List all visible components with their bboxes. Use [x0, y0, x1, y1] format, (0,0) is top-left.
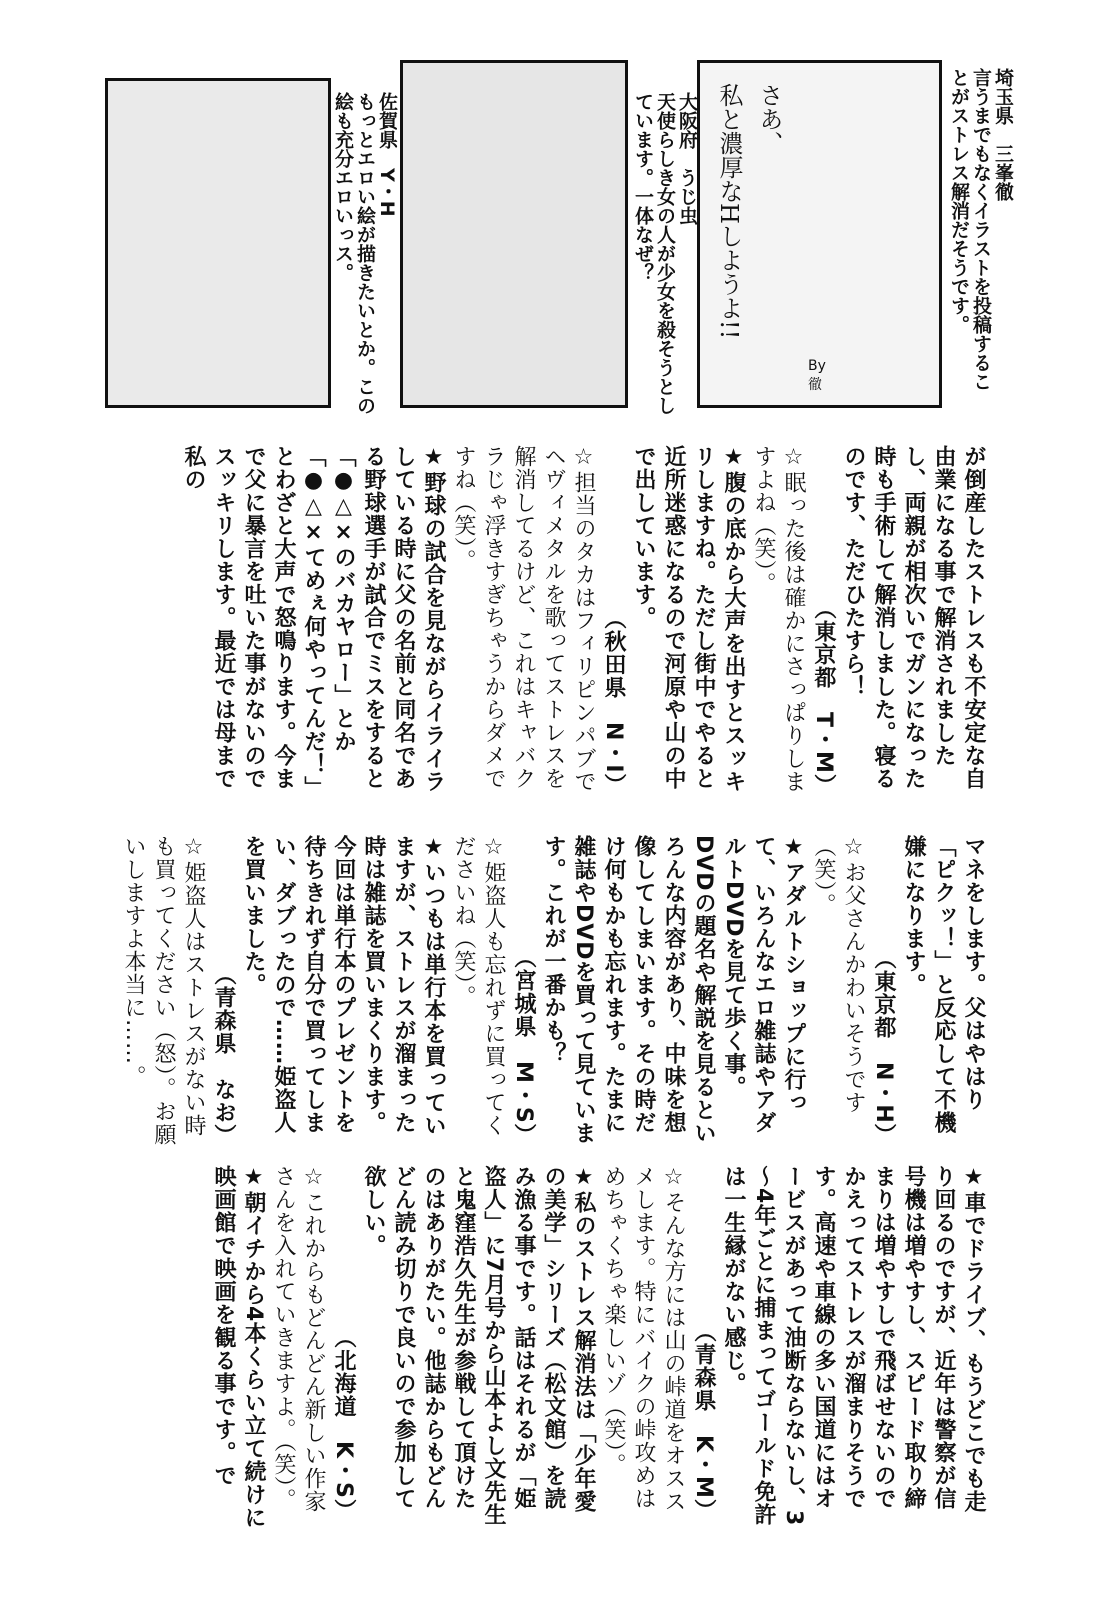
letter-author: （青森県 なお） [211, 963, 236, 1147]
letter-text: が倒産したストレスも不安定な自由業になる事で解消されましたし、両親が相次いでガンになった時も手術して解消しました。寝るのです、ただひたすら！ [841, 445, 986, 790]
illustration-saitama [697, 60, 942, 408]
letters-band-3 [208, 1165, 988, 1530]
speech-line: さあ、 [755, 83, 783, 155]
editor-reply: ☆これからもどんどん新しい作家さんを入れていきますよ。（笑）。 [271, 1165, 326, 1513]
letter-text: ★アダルトショップに行って、いろんなエロ雑誌やアダルトDVDを見て歩く事。DVDの題名や解説を見るといろんな内容があり、中味を想像してしまいます。その時だけ何もかも忘れます。たまに雑誌やDVDを買って見ています。これが一番かも？ [541, 835, 806, 1145]
caption-comment: 言うまでもなくイラストを投稿することがストレス解消だそうです。 [948, 68, 992, 391]
letter-author: （北海道 K・S） [331, 1326, 356, 1522]
letter-author: （秋田県 N・I） [601, 607, 626, 797]
speech-line: 私と濃厚なHしようよ!! [715, 83, 743, 340]
editor-reply: ☆お父さんかわいそうです（笑）。 [811, 835, 866, 1114]
caption-osaka [632, 92, 698, 432]
editor-reply: ☆担当のタカはフィリピンパブでヘヴィメタルを歌ってストレスを解消してるけど、これはキャバクラじゃ浮きすぎちゃうからダメですね（笑）。 [451, 445, 596, 793]
letter-text: ★いつもは単行本を買っていますが、ストレスが溜まった時は雑誌を買いまくります。今回は単行本のプレゼントを待ちきれず自分で買ってしまい、ダブったので……姫盗人を買いました。 [241, 835, 446, 1137]
editor-reply: ☆そんな方には山の峠道をオススメします。特にバイクの峠攻めはめちゃくちゃ楽しいゾ（笑）。 [601, 1165, 686, 1513]
letter-author: （東京都 N・H） [871, 947, 896, 1147]
letter-author: （青森県 K・M） [691, 1320, 716, 1522]
letter-author: （東京都 T・M） [811, 597, 836, 797]
letters-band-2 [118, 835, 988, 1155]
illustration-saga [105, 78, 331, 408]
illustration-signature: By 徹 [808, 358, 826, 393]
letter-text: ★腹の底から大声を出すとスッキリしますね。ただし街中でやると近所迷惑になるので河原や山の中で出しています。 [631, 445, 746, 793]
letters-band-1 [178, 445, 988, 805]
caption-author: 佐賀県 Y・H [376, 92, 398, 217]
caption-author: 大阪府 うじ虫 [676, 92, 698, 225]
caption-saga [332, 92, 398, 432]
editor-reply: ☆眠った後は確かにさっぱりしますよね（笑）。 [751, 445, 806, 793]
illustration-speech [709, 83, 789, 383]
letter-author: （宮城県 M・S） [511, 946, 536, 1147]
caption-comment: 天使らしき女の人が少女を殺そうとしています。一体なぜ？ [632, 92, 676, 415]
letter-text: ★車でドライブ、もうどこでも走り回るのですが、近年は警察が信号機は増やすし、スピード取り締まりは増やすしで飛ばせないのでかえってストレスが溜まりそうです。高速や車線の多い国道にはオービスがあって油断ならないし、3～4年ごとに捕まってゴールド免許は一生縁がない感じ。 [721, 1165, 986, 1527]
letter-text: ★私のストレス解消法は「少年愛の美学」シリーズ（松文館）を読み漁る事です。話はそれるが「姫盗人」に7月号から山本よし文先生と鬼窪浩久先生が参戦して頂けたのはありがたい。他誌からもどんどん読み切りで良いので参加して欲しい。 [361, 1165, 596, 1527]
editor-reply: ☆姫盗人はストレスがない時も買ってください（怒）。お願いしますよ本当に……。 [121, 835, 206, 1146]
caption-author: 埼玉県 三峯徹 [992, 68, 1014, 201]
editor-reply: ☆姫盗人も忘れずに買ってくださいね（笑）。 [451, 835, 506, 1137]
letter-text: ★野球の試合を見ながらイライラしている時に父の名前と同名である野球選手が試合でミスをすると「●△×のバカヤロー」とか「●△×てめぇ何やってんだ！」とわざと大声で怒鳴ります。今まで父に暴言を吐いた事がないのでスッキリします。最近では母まで私の [181, 445, 446, 799]
illustration-osaka [400, 60, 628, 408]
caption-saitama [948, 68, 1014, 408]
letter-text: ★朝イチから4本くらい立て続けに映画館で映画を観る事です。で [211, 1165, 266, 1530]
caption-comment: もっとエロい絵が描きたいとか。この絵も充分エロいっス。 [332, 92, 376, 415]
letter-text: マネをします。父はやはり「ピクッ！」と反応して不機嫌になります。 [901, 835, 986, 1134]
